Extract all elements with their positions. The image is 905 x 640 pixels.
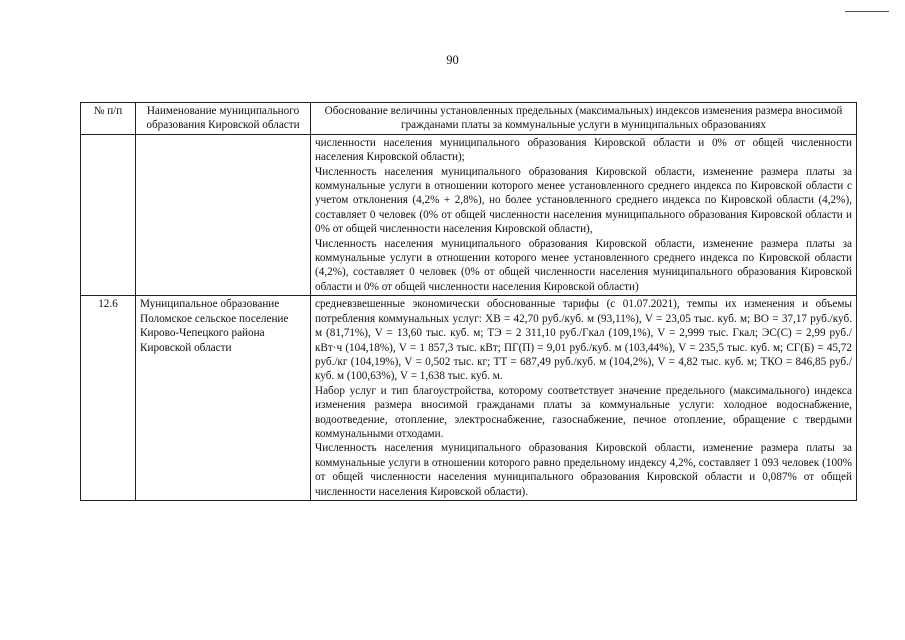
row-name-cell: Муниципальное образование Поломское сельское поселение Кирово-Чепецкого района Кировской области <box>136 296 311 501</box>
row-num-cell: 12.6 <box>81 296 136 501</box>
header-municipality-name: Наименование муниципального образования Кировской области <box>136 103 311 135</box>
row-name-cell <box>136 134 311 295</box>
tariff-justification-table <box>80 102 857 501</box>
row-justification-cell <box>311 134 857 295</box>
header-num: № п/п <box>81 103 136 135</box>
justification-paragraph: средневзвешенные экономически обоснованные тарифы (с 01.07.2021), темпы их изменения и объемы потребления коммунальных услуг: ХВ = 42,70 руб./куб. м (93,11%), V = 23,05 тыс. куб. м; ВО = 37,17 руб./куб. м (81,71%), V = 13,60 тыс. куб. м; ТЭ = 2 311,10 руб./Гкал (109,1%), V = 2,999 тыс. Гкал; ЭС(С) = 2,99 руб./кВт·ч (104,18%), V = 1 857,3 тыс. кВт; ПГ(П) = 9,01 руб./куб. м (103,44%), V = 235,5 тыс. куб. м; СГ(Б) = 45,72 руб./кг (104,19%), V = 0,502 тыс. кг; ТТ = 687,49 руб./куб. м (104,2%), V = 4,82 тыс. куб. м; ТКО = 846,85 руб./куб. м (100,63%), V = 1,638 тыс. куб. м. <box>315 298 852 383</box>
justification-paragraph: Набор услуг и тип благоустройства, которому соответствует значение предельного (максимального) индекса изменения размера вносимой гражданами платы за коммунальные услуги: холодное водоснабжение, водоотведение, отопление, электроснабжение, газоснабжение, печное отопление, обращение с твердыми коммунальными отходами. <box>315 384 852 440</box>
justification-paragraph: численности населения муниципального образования Кировской области и 0% от общей численности населения Кировской области); <box>315 136 852 164</box>
table-row-continuation <box>81 134 857 295</box>
scan-edge-mark <box>845 11 889 12</box>
justification-paragraph: Численность населения муниципального образования Кировской области, изменение размера платы за коммунальные услуги в отношении которого менее установленного среднего индекса по Кировской области (4,2%), составляет 0 человек (0% от общей численности населения муниципального образования Кировской области и 0% от общей численности населения Кировской области) <box>315 237 852 293</box>
row-num-cell <box>81 134 136 295</box>
justification-paragraph: Численность населения муниципального образования Кировской области, изменение размера платы за коммунальные услуги в отношении которого менее установленного среднего индекса по Кировской области с учетом отклонения (4,2% + 2,8%), но более установленного среднего индекса по Кировской области (4,2%), составляет 0 человек (0% от общей численности населения муниципального образования Кировской области и 0% от общей численности населения Кировской области), <box>315 165 852 236</box>
header-justification: Обоснование величины установленных предельных (максимальных) индексов изменения размера вносимой гражданами платы за коммунальные услуги в муниципальных образованиях <box>311 103 857 135</box>
table-header-row <box>81 103 857 135</box>
table-row-12-6 <box>81 296 857 501</box>
justification-paragraph: Численность населения муниципального образования Кировской области, изменение размера платы за коммунальные услуги в отношении которого равно предельному индексу 4,2%, составляет 1 093 человек (100% от общей численности населения муниципального образования Кировской области и 0,087% от общей численности населения Кировской области). <box>315 442 852 498</box>
row-justification-cell <box>311 296 857 501</box>
page-number: 90 <box>446 53 459 67</box>
